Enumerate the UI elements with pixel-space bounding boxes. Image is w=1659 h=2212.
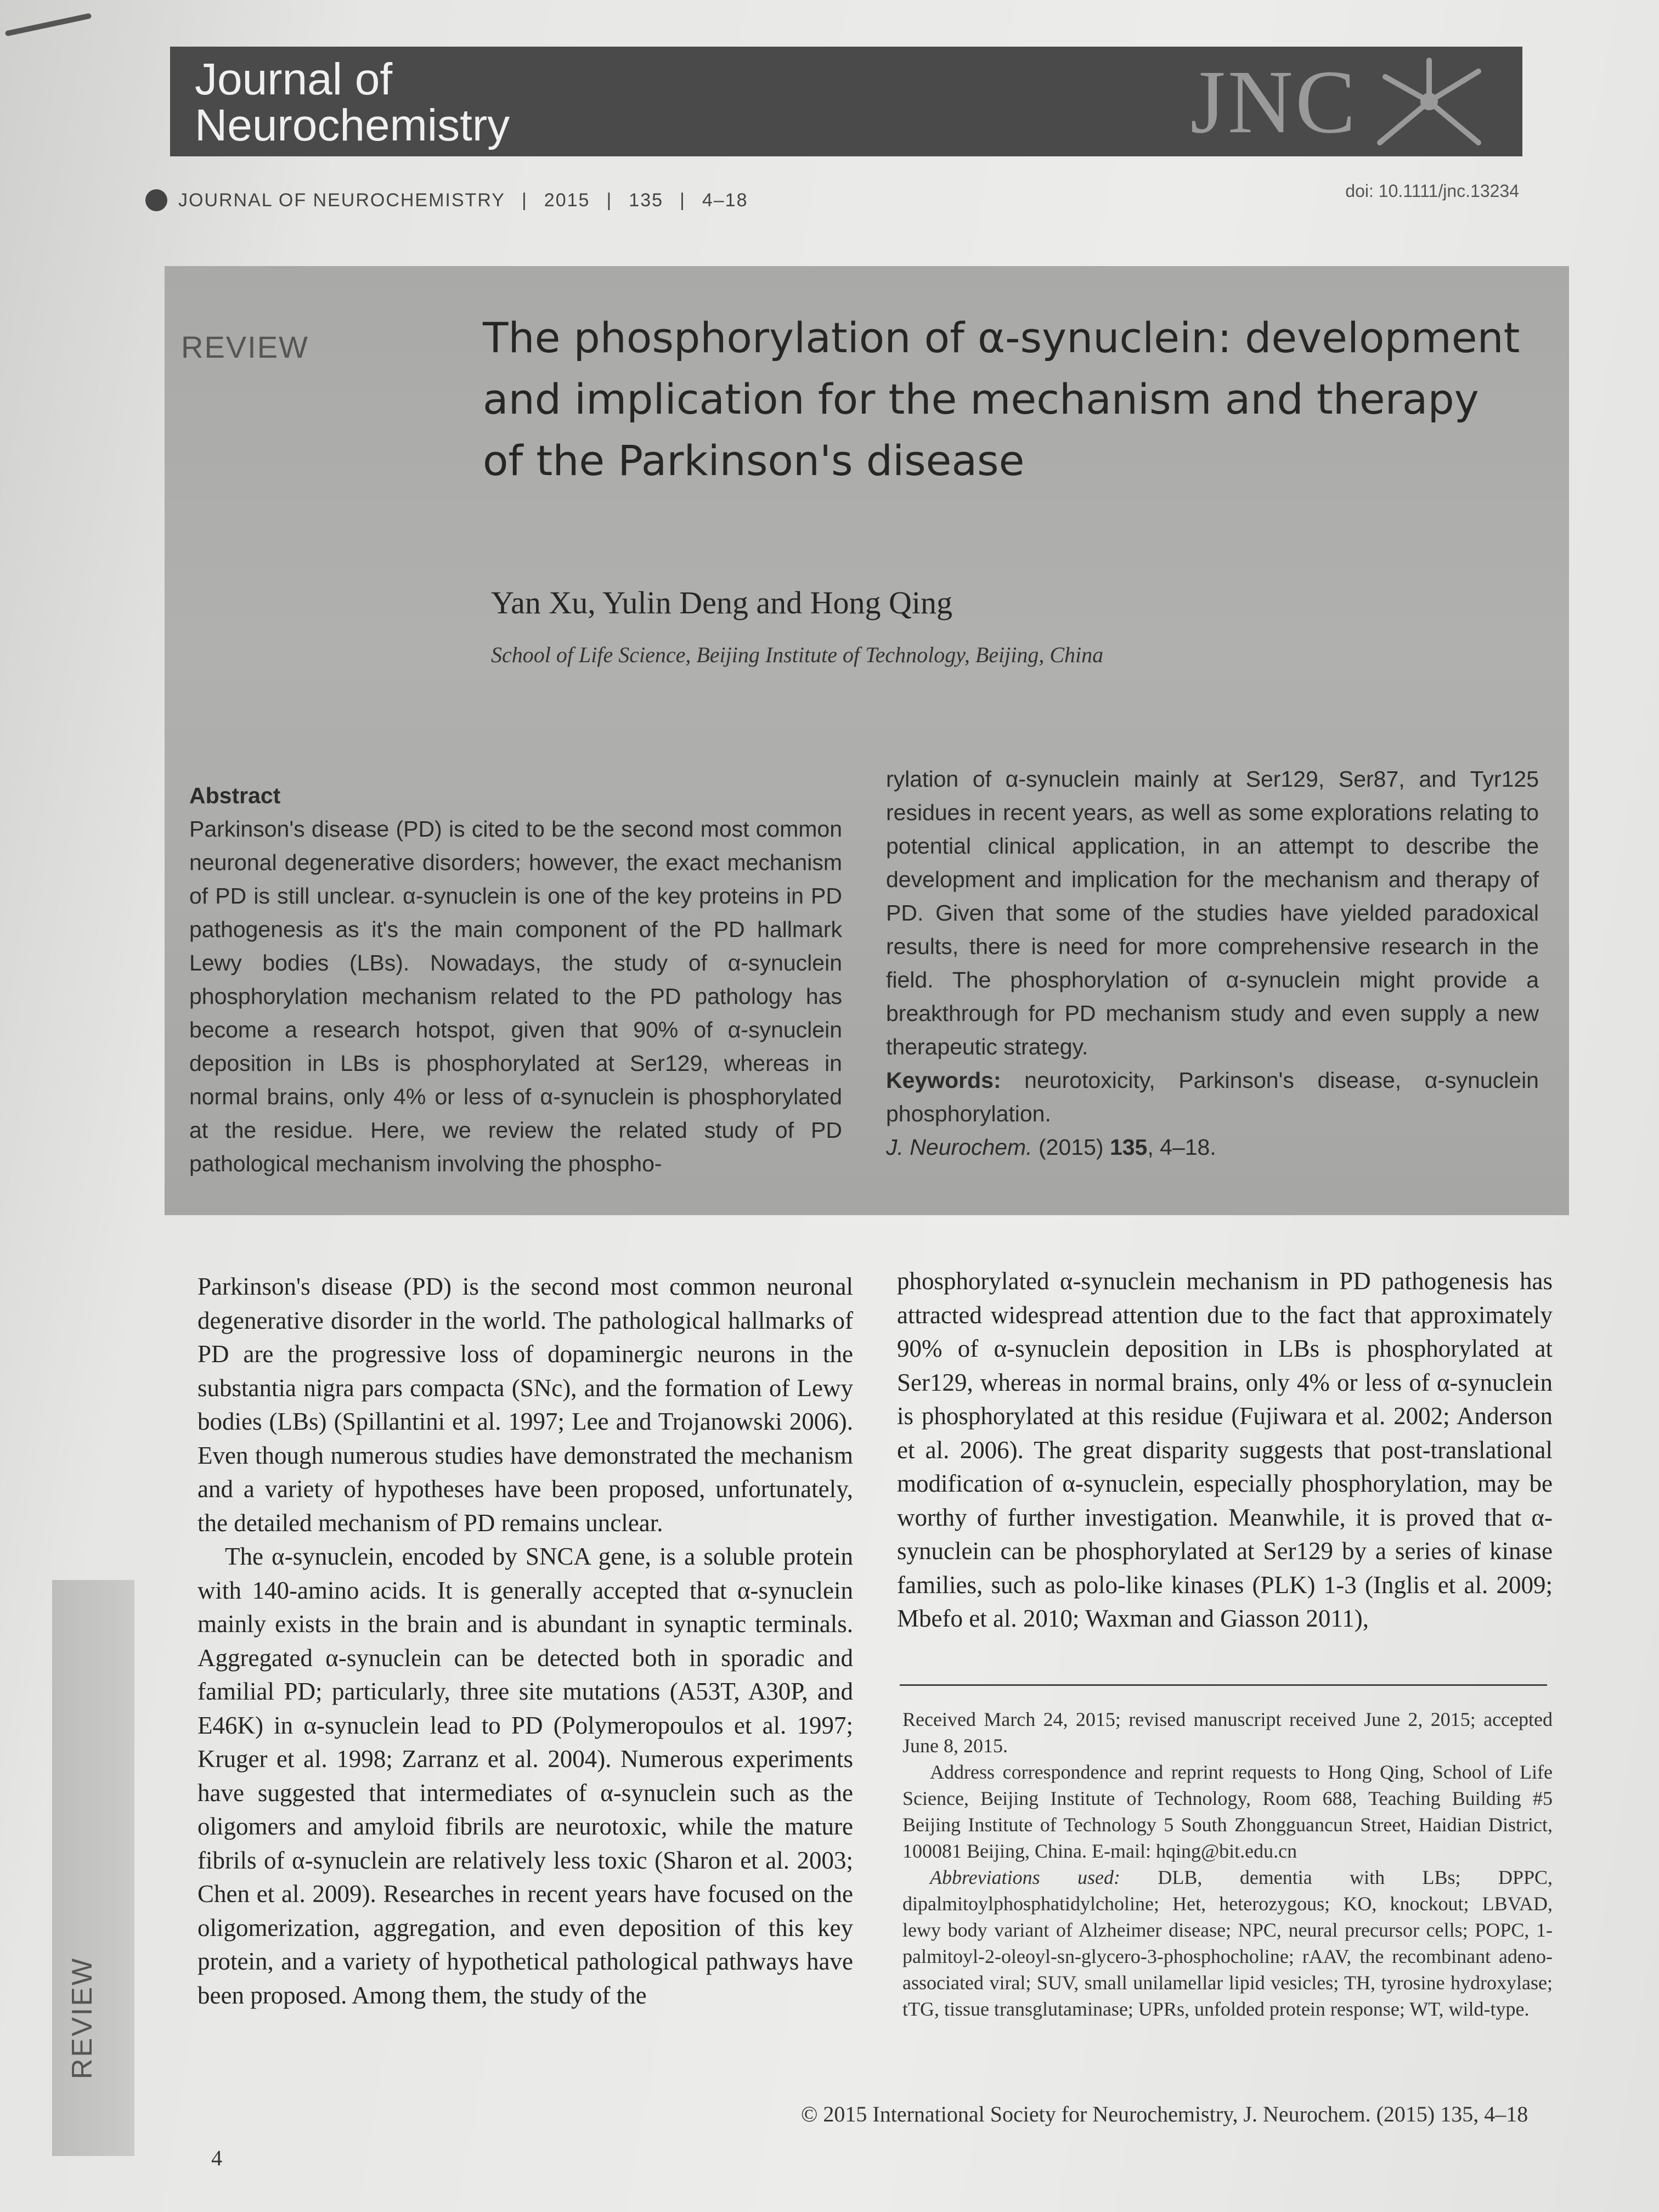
abstract-left-column	[189, 779, 842, 1181]
body-paragraph: The α-synuclein, encoded by SNCA gene, is a soluble protein with 140-amino acids. It is generally accepted that α-synuclein mainly exists in the brain and is abundant in synaptic terminals. Aggregated α-synuclein can be detected both in sporadic and familial PD; particularly, three site mutations (A53T, A30P, and E46K) in α-synuclein lead to PD (Polymeropoulos et al. 1997; Kruger et al. 1998; Zarranz et al. 2004). Numerous experiments have suggested that intermediates of α-synuclein such as the oligomers and amyloid fibrils are neurotoxic, while the mature fibrils of α-synuclein are relatively less toxic (Sharon et al. 2003; Chen et al. 2009). Researches in recent years have focused on the oligomerization, aggregation, and even deposition of this key protein, and a variety of hypothetical pathological pathways have been proposed. Among them, the study of the	[198, 1543, 853, 2009]
journal-meta-line	[145, 189, 748, 211]
article-title: The phosphorylation of α-synuclein: development and implication for the mechanism and therapy of the Parkinson's disease	[483, 313, 1520, 485]
meta-pages: 4–18	[702, 189, 748, 211]
abstract-text-right: rylation of α-synuclein mainly at Ser129, Ser87, and Tyr125 residues in recent years, as well as some explorations relating to potential clinical application, in an attempt to describe the development and implication for the mechanism and therapy of PD. Given that some of the studies have yielded paradoxical results, there is need for more comprehensive research in the field. The phosphorylation of α-synuclein might provide a breakthrough for PD mechanism study and even supply a new therapeutic strategy.	[886, 766, 1539, 1059]
journal-banner	[170, 47, 1522, 156]
body-left-column	[198, 1270, 853, 2012]
footnote-abbreviations	[902, 1864, 1553, 2022]
meta-separator: |	[606, 189, 613, 211]
keywords: neurotoxicity, Parkinson's disease, α-synuclein phosphorylation.	[886, 1068, 1539, 1126]
citation-volume: 135	[1109, 1135, 1148, 1160]
footnote-address: Address correspondence and reprint requests to Hong Qing, School of Life Science, Beijing Institute of Technology, Room 688, Teaching Building #5 Beijing Institute of Technology 5 South Zhongguancun Street, Haidian District, 100081 Beijing, China. E-mail: hqing@bit.edu.cn	[902, 1761, 1553, 1862]
article-header-box	[165, 266, 1569, 1215]
copyright-line: © 2015 International Society for Neurochemistry, J. Neurochem. (2015) 135, 4–18	[801, 2102, 1528, 2126]
abstract-heading: Abstract	[189, 783, 281, 808]
journal-name-line1: Journal of	[195, 54, 393, 104]
bullet-dot-icon	[145, 189, 167, 211]
body-paragraph: Parkinson's disease (PD) is the second most common neuronal degenerative disorder in the world. The pathological hallmarks of PD are the progressive loss of dopaminergic neurons in the substantia nigra pars compacta (SNc), and the formation of Lewy bodies (LBs) (Spillantini et al. 1997; Lee and Trojanowski 2006). Even though numerous studies have demonstrated the mechanism and a variety of hypotheses have been proposed, unfortunately, the detailed mechanism of PD remains unclear.	[198, 1273, 853, 1537]
body-paragraph: phosphorylated α-synuclein mechanism in PD pathogenesis has attracted widespread attention due to the fact that approximately 90% of α-synuclein deposition in LBs is phosphorylated at Ser129, whereas in normal brains, only 4% or less of α-synuclein is phosphorylated at this residue (Fujiwara et al. 2002; Anderson et al. 2006). The great disparity suggests that post-translational modification of α-synuclein, especially phosphorylation, may be worthy of further investigation. Meanwhile, it is proved that α-synuclein can be phosphorylated at Ser129 by a series of kinase families, such as polo-like kinases (PLK) 1-3 (Inglis et al. 2009; Mbefo et al. 2010; Waxman and Giasson 2011),	[897, 1267, 1553, 1632]
abbreviations-text: DLB, dementia with LBs; DPPC, dipalmitoylphosphatidylcholine; Het, heterozygous; KO, knockout; LBVAD, lewy body variant of Alzheimer disease; NPC, neural precursor cells; POPC, 1-palmitoyl-2-oleoyl-sn-glycero-3-phosphocholine; rAAV, the recombinant adeno-associated viral; SUV, small unilamellar lipid vesicles; TH, tyrosine hydroxylase; tTG, tissue transglutaminase; UPRs, unfolded protein response; WT, wild-type.	[902, 1866, 1553, 2020]
abbreviations-label: Abbreviations used:	[930, 1866, 1121, 1888]
footnotes	[902, 1706, 1553, 2022]
abstract-right-column	[886, 763, 1539, 1164]
footnote-rule	[900, 1684, 1547, 1686]
footnote-received: Received March 24, 2015; revised manuscript received June 2, 2015; accepted June 8, 2015.	[902, 1708, 1553, 1757]
side-tab-label: REVIEW	[66, 1956, 98, 2079]
affiliation: School of Life Science, Beijing Institute of Technology, Beijing, China	[491, 642, 1104, 667]
neuron-star-icon	[1369, 55, 1489, 148]
meta-separator: |	[680, 189, 686, 211]
doi: doi: 10.1111/jnc.13234	[1345, 181, 1519, 201]
page-number: 4	[211, 2146, 222, 2170]
journal-name	[195, 54, 510, 150]
article-type: REVIEW	[181, 330, 309, 364]
citation-year: (2015)	[1039, 1135, 1104, 1160]
jnc-logo: JNC	[1190, 52, 1358, 152]
body-right-column	[897, 1265, 1553, 1636]
keywords-label: Keywords:	[886, 1068, 1001, 1093]
abstract-text-left: Parkinson's disease (PD) is cited to be the second most common neuronal degenerative disorders; however, the exact mechanism of PD is still unclear. α-synuclein is one of the key proteins in PD pathogenesis as it's the main component of the PD hallmark Lewy bodies (LBs). Nowadays, the study of α-synuclein phosphorylation mechanism related to the PD pathology has become a research hotspot, given that 90% of α-synuclein deposition in LBs is phosphorylated at Ser129, whereas in normal brains, only 4% or less of α-synuclein is phosphorylated at the residue. Here, we review the related study of PD pathological mechanism involving the phospho-	[189, 816, 842, 1176]
authors: Yan Xu, Yulin Deng and Hong Qing	[491, 585, 952, 620]
meta-separator: |	[521, 189, 528, 211]
pen-mark	[5, 13, 92, 36]
journal-name-line2: Neurochemistry	[195, 100, 510, 150]
meta-volume: 135	[629, 189, 664, 211]
meta-journal: JOURNAL OF NEUROCHEMISTRY	[178, 189, 505, 211]
citation-pages: , 4–18.	[1147, 1135, 1216, 1160]
citation-journal: J. Neurochem.	[886, 1135, 1032, 1160]
meta-year: 2015	[544, 189, 590, 211]
